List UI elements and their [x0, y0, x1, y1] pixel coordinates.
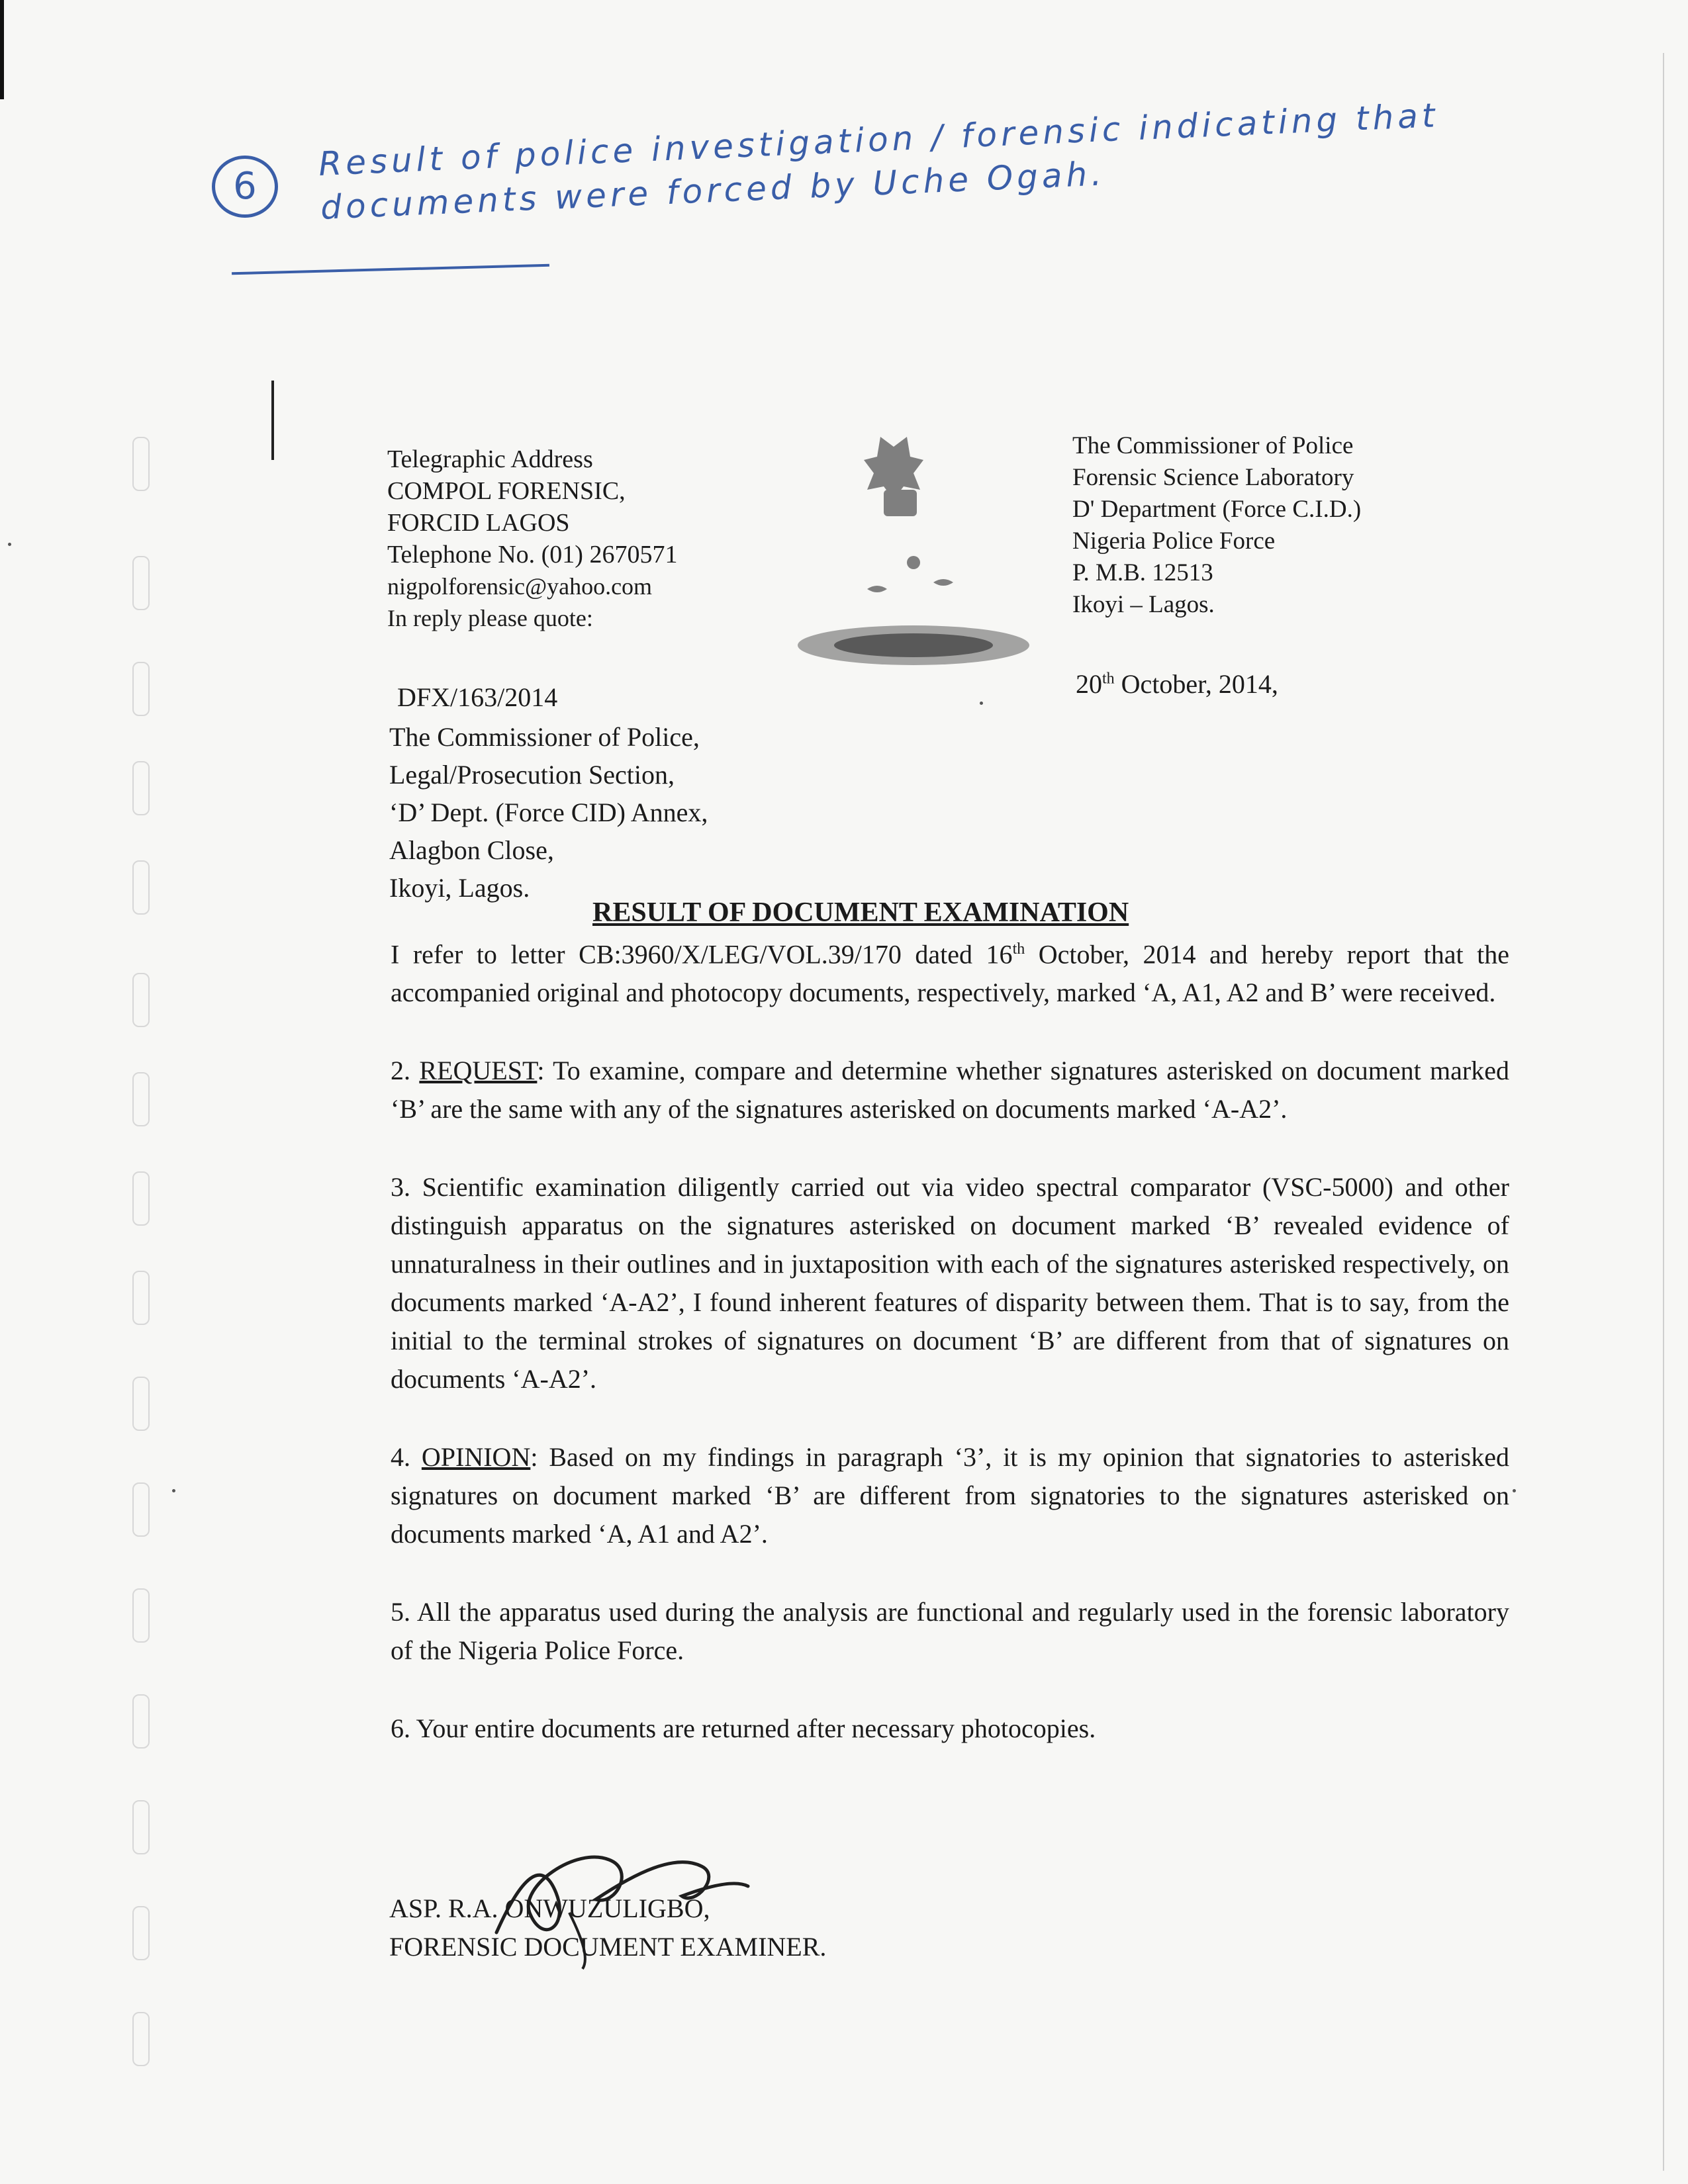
paragraph-2-text: : To examine, compare and determine whether signatures asterisked on document marked ‘B’ are the same with any of the signatures asterisked on documents marked ‘A-A2’.	[391, 1056, 1509, 1124]
scan-speck	[172, 1489, 175, 1492]
paragraph-1-text-cont: October, 2014 and hereby report that the accompanied original and photocopy documents, respectively, marked ‘A, A1, A2 and B’ were received.	[391, 939, 1509, 1008]
punch-hole	[132, 1906, 150, 1960]
punch-hole	[132, 860, 150, 915]
punch-hole-column	[132, 119, 159, 2171]
annotation-text: Result of police investigation / forensic indicating that documents were forced by Uche Ogah.	[318, 96, 1440, 227]
addressee-line: Legal/Prosecution Section,	[389, 760, 675, 790]
telephone-number: Telephone No. (01) 2670571	[387, 541, 678, 569]
punch-hole	[132, 1072, 150, 1126]
punch-hole	[132, 662, 150, 716]
scan-edge-mark	[0, 0, 4, 99]
date-suffix: th	[1102, 670, 1115, 688]
paragraph-5: 5. All the apparatus used during the analysis are functional and regularly used in the forensic laboratory of the Nigeria Police Force.	[391, 1597, 1509, 1666]
punch-hole	[132, 973, 150, 1027]
addressee-block	[389, 718, 985, 907]
addressee-line: ‘D’ Dept. (Force CID) Annex,	[389, 797, 708, 827]
letter-date	[1076, 668, 1278, 700]
addressee-line: The Commissioner of Police,	[389, 722, 700, 752]
document-title: RESULT OF DOCUMENT EXAMINATION	[592, 897, 1129, 928]
paragraph-1-sup: th	[1012, 940, 1025, 958]
telegraphic-address-line1: COMPOL FORENSIC,	[387, 477, 626, 505]
punch-hole	[132, 1694, 150, 1749]
paragraph-2	[391, 1052, 1509, 1128]
reply-quote-label: In reply please quote:	[387, 605, 593, 631]
date-rest: October, 2014,	[1114, 669, 1278, 699]
sender-title: The Commissioner of Police	[1072, 432, 1354, 459]
scan-speck	[8, 543, 11, 546]
paragraph-4	[391, 1438, 1509, 1553]
addressee-line: Ikoyi, Lagos.	[389, 873, 530, 903]
sender-pmb: P. M.B. 12513	[1072, 559, 1213, 586]
punch-hole	[132, 2012, 150, 2066]
handwritten-annotation	[212, 96, 1536, 308]
paragraph-6: 6. Your entire documents are returned after necessary photocopies.	[391, 1713, 1096, 1744]
coat-of-arms-emblem	[781, 424, 1046, 675]
scan-speck	[1513, 1489, 1516, 1492]
punch-hole	[132, 1377, 150, 1431]
punch-hole	[132, 1482, 150, 1537]
punch-hole	[132, 1588, 150, 1643]
addressee-line: Alagbon Close,	[389, 835, 554, 865]
telegraphic-address-line2: FORCID LAGOS	[387, 509, 570, 537]
date-day: 20	[1076, 669, 1102, 699]
annotation-number: 6	[212, 156, 278, 218]
punch-hole	[132, 1271, 150, 1325]
page-edge-line	[1663, 53, 1664, 2171]
margin-mark	[271, 381, 274, 460]
reference-number: DFX/163/2014	[397, 682, 558, 712]
punch-hole	[132, 1171, 150, 1226]
punch-hole	[132, 556, 150, 610]
paragraph-2-number: 2.	[391, 1056, 420, 1086]
paragraph-3: 3. Scientific examination diligently carried out via video spectral comparator (VSC-5000) and other distinguish apparatus on the signatures asterisked on document marked ‘B’ revealed evidence of unnaturalness in their outlines and in juxtaposition with each of the signatures asterisked respectively, on documents marked ‘A-A2’, I found inherent features of disparity between them. That is to say, from the initial to the terminal strokes of signatures on document ‘B’ are different from that of signatures on documents ‘A-A2’.	[391, 1172, 1509, 1394]
paragraph-1	[391, 930, 1509, 1012]
email-address: nigpolforensic@yahoo.com	[387, 573, 653, 600]
paragraph-1-text: I refer to letter CB:3960/X/LEG/VOL.39/170 dated 16	[391, 939, 1013, 970]
signatory-block	[389, 1889, 826, 1966]
signatory-role: FORENSIC DOCUMENT EXAMINER.	[389, 1932, 827, 1962]
sender-force: Nigeria Police Force	[1072, 527, 1276, 555]
scan-speck	[980, 702, 983, 705]
request-label: REQUEST	[419, 1056, 538, 1086]
paragraph-4-number: 4.	[391, 1442, 422, 1473]
letter-body	[391, 930, 1509, 1788]
sender-department: D' Department (Force C.I.D.)	[1072, 496, 1362, 523]
letterhead-right	[1072, 430, 1549, 621]
punch-hole	[132, 1800, 150, 1854]
signatory-name: ASP. R.A. ONWUZULIGBO,	[389, 1893, 710, 1923]
opinion-label: OPINION	[421, 1442, 531, 1473]
annotation-strikethrough	[232, 264, 549, 275]
paragraph-4-text: : Based on my findings in paragraph ‘3’, it is my opinion that signatories to asterisked signatures on document marked ‘B’ are different from signatories to the signatures asterisked on documents marked ‘A, A1 and A2’.	[391, 1442, 1509, 1549]
sender-laboratory: Forensic Science Laboratory	[1072, 464, 1354, 491]
letterhead-left	[387, 443, 818, 634]
punch-hole	[132, 437, 150, 491]
sender-city: Ikoyi – Lagos.	[1072, 591, 1215, 618]
punch-hole	[132, 761, 150, 815]
telegraphic-address-label: Telegraphic Address	[387, 445, 593, 473]
